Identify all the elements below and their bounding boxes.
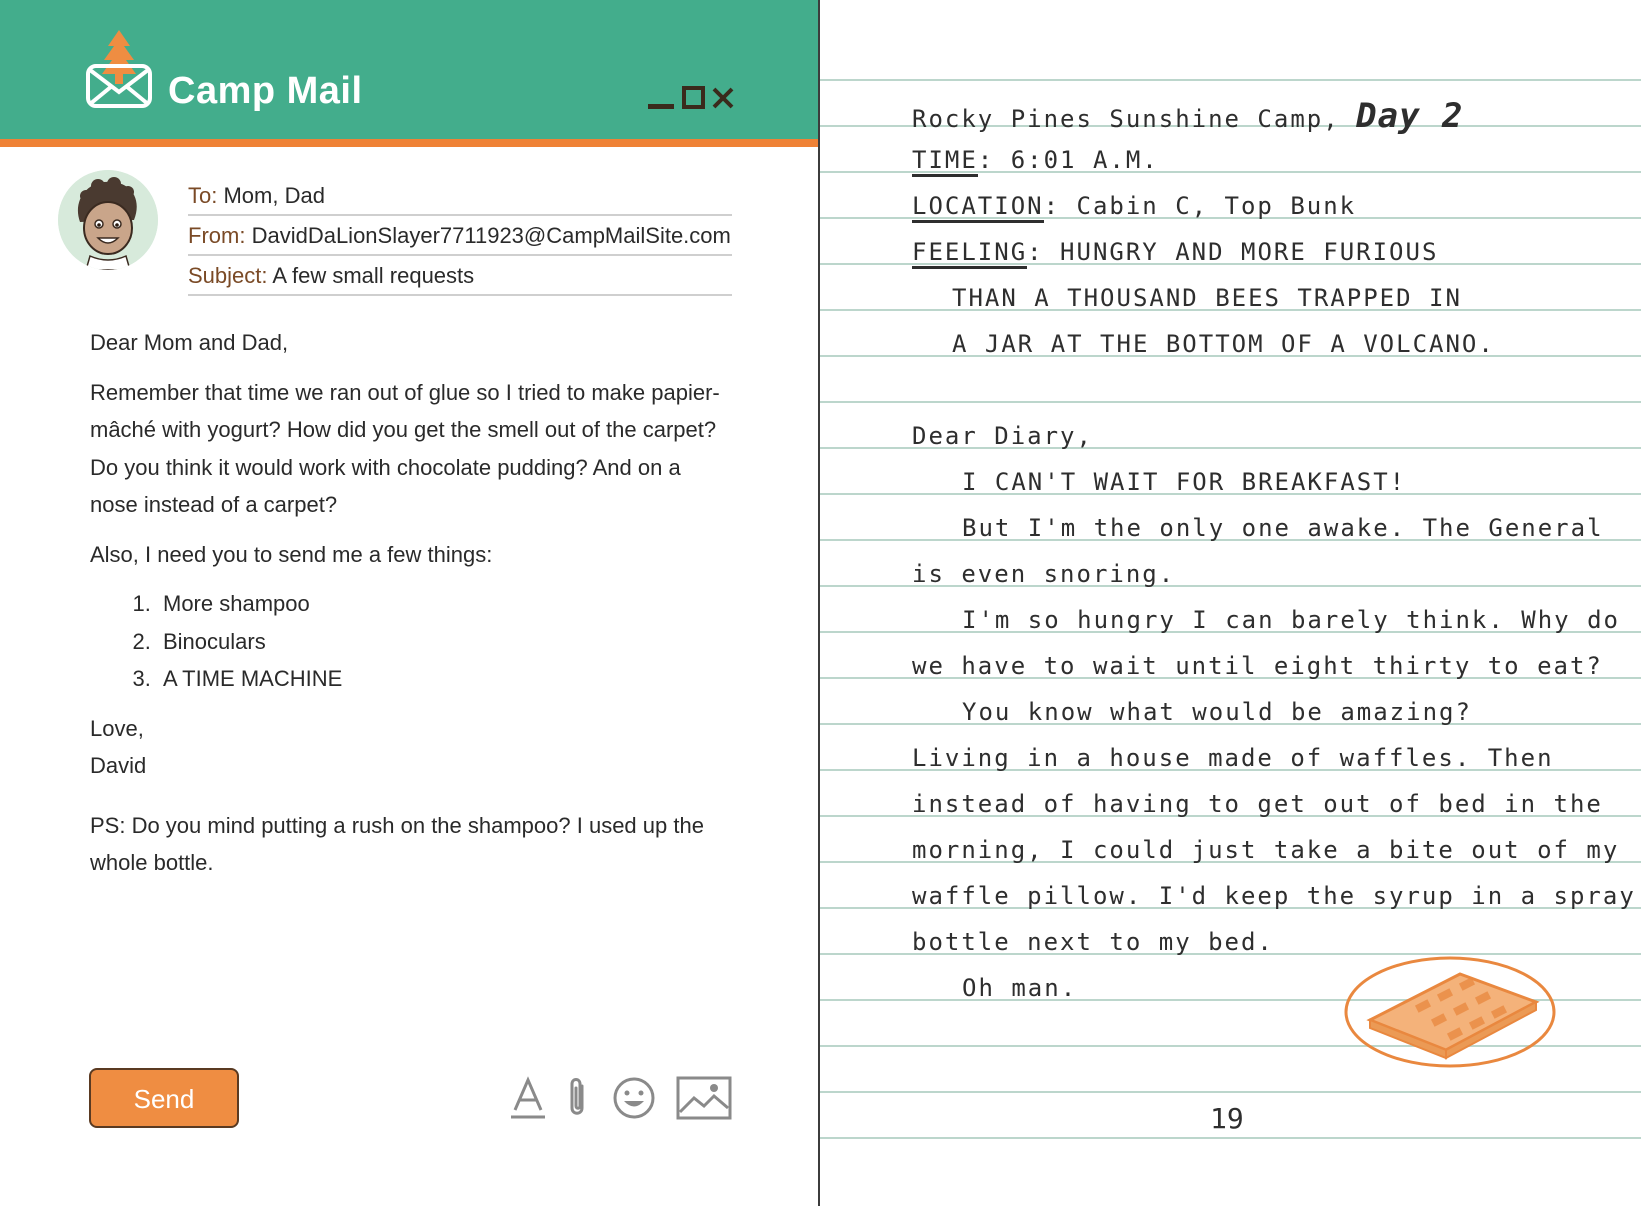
mail-tree-icon	[86, 30, 156, 110]
list-item: 1. More shampoo	[157, 585, 730, 623]
day-label: Day 2	[1356, 96, 1464, 136]
diary-line: But I'm the only one awake. The General	[962, 514, 1604, 542]
subject-label: Subject:	[188, 263, 268, 288]
feeling-continued: A JAR AT THE BOTTOM OF A VOLCANO.	[952, 330, 1495, 358]
diary-line: You know what would be amazing?	[962, 698, 1472, 726]
email-window	[0, 0, 820, 1206]
list-item: 2. Binoculars	[157, 623, 730, 661]
location-label: LOCATION	[912, 192, 1044, 223]
image-icon[interactable]	[676, 1076, 732, 1120]
maximize-icon[interactable]	[682, 84, 706, 112]
diary-line: I CAN'T WAIT FOR BREAKFAST!	[962, 468, 1407, 496]
paragraph-glue: Remember that time we ran out of glue so I tried to make papier-mâché with yogurt? How did you get the smell out of the carpet? Do you think it would work with chocolate pudding? And on a nose instead of a carpet?	[90, 379, 720, 517]
diary-line: instead of having to get out of bed in the	[912, 790, 1603, 818]
from-label: From:	[188, 223, 246, 248]
paperclip-icon[interactable]	[564, 1076, 590, 1120]
time-value: : 6:01 A.M.	[977, 146, 1159, 174]
location-line	[912, 192, 1356, 220]
page-number: 19	[1210, 1102, 1244, 1135]
feeling-continued: THAN A THOUSAND BEES TRAPPED IN	[952, 284, 1462, 312]
diary-line: is even snoring.	[912, 560, 1176, 588]
mail-header-bar	[0, 0, 818, 147]
to-value: Mom, Dad	[223, 183, 325, 208]
diary-line: we have to wait until eight thirty to eat?	[912, 652, 1603, 680]
email-header-fields	[188, 176, 732, 296]
feeling-line	[912, 238, 1438, 266]
camp-name: Rocky Pines Sunshine Camp,	[912, 105, 1340, 133]
greeting: Dear Mom and Dad,	[90, 330, 289, 355]
send-button[interactable]: Send	[89, 1068, 239, 1128]
diary-line: I'm so hungry I can barely think. Why do	[962, 606, 1620, 634]
closing: Love,	[90, 715, 144, 741]
subject-value: A few small requests	[272, 263, 475, 288]
text-format-icon[interactable]	[511, 1076, 545, 1120]
emoji-icon[interactable]	[612, 1076, 656, 1120]
diary-line: Living in a house made of waffles. Then	[912, 744, 1554, 772]
diary-salutation: Dear Diary,	[912, 422, 1093, 450]
time-label: TIME	[912, 146, 978, 177]
signature: David	[90, 753, 147, 778]
to-label: To:	[188, 183, 218, 208]
avatar	[58, 170, 158, 270]
list-item: 3. A TIME MACHINE	[157, 660, 730, 698]
minimize-icon[interactable]	[648, 84, 674, 112]
diary-line: waffle pillow. I'd keep the syrup in a spray	[912, 882, 1636, 910]
email-body[interactable]	[90, 324, 730, 894]
request-list	[90, 585, 730, 698]
feeling-label: FEELING	[912, 238, 1027, 269]
sign-off	[90, 710, 730, 785]
diary-page	[820, 0, 1641, 1206]
diary-heading	[912, 96, 1464, 136]
from-field[interactable]	[188, 216, 732, 256]
time-line	[912, 146, 1159, 174]
from-value: DavidDaLionSlayer7711923@CampMailSite.com	[251, 223, 731, 248]
subject-field[interactable]	[188, 256, 732, 296]
location-value: : Cabin C, Top Bunk	[1043, 192, 1357, 220]
to-field[interactable]	[188, 176, 732, 216]
paragraph-request: Also, I need you to send me a few things:	[90, 541, 493, 567]
diary-line: morning, I could just take a bite out of my	[912, 836, 1620, 864]
close-icon[interactable]	[712, 84, 734, 112]
diary-line: bottle next to my bed.	[912, 928, 1274, 956]
postscript: PS: Do you mind putting a rush on the shampoo? I used up the whole bottle.	[90, 812, 704, 875]
feeling-value: : HUNGRY AND MORE FURIOUS	[1027, 238, 1439, 266]
app-title: Camp Mail	[168, 70, 363, 112]
waffle-drawing	[1340, 950, 1560, 1070]
diary-line: Oh man.	[962, 974, 1078, 1002]
